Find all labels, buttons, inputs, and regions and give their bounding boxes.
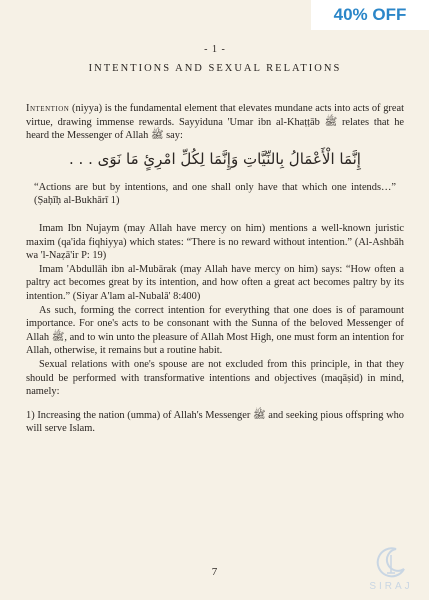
paragraph-ibn-mubarak: Imam 'Abdullāh ibn al-Mubārak (may Allah have mercy on him) says: “How often a paltry act becomes great by its intention, and how often a great act becomes paltry by its intention.” (Siyar A'lam al-Nubalā' 8:400) bbox=[26, 263, 404, 302]
discount-badge: 40% OFF bbox=[311, 0, 429, 30]
paragraph-sexual-relations: Sexual relations with one's spouse are not excluded from this principle, in that they should be performed with transformative intentions and objectives (maqāṣid) in mind, namely: bbox=[26, 358, 404, 398]
hadith-translation: “Actions are but by intentions, and one shall only have that which one intends…” (Ṣaḥīḥ al-Bukhārī 1) bbox=[34, 181, 396, 207]
book-page bbox=[26, 44, 404, 436]
page-number: 7 bbox=[211, 566, 218, 578]
siraj-watermark bbox=[363, 545, 419, 592]
paragraph-ibn-nujaym: Imam Ibn Nujaym (may Allah have mercy on him) mentions a well-known juristic maxim (qa'ida fiqhiyya) which states: “There is no reward without intention.” (Al-Ashbāh wa 'l-Naẓā'ir P: 19) bbox=[26, 222, 404, 262]
chapter-title: INTENTIONS AND SEXUAL RELATIONS bbox=[88, 63, 342, 74]
lead-word: Intention bbox=[26, 103, 70, 114]
paragraph-intention-text: (niyya) is the fundamental element that elevates mundane acts into acts of great virtue, drawing immense rewards. Sayyiduna 'Umar ibn al-Khaṭṭāb ﷺ relates that he heard the Messenger of Allah ﷺ say: bbox=[26, 103, 404, 142]
spacer bbox=[26, 208, 404, 222]
arabic-hadith: إِنَّمَا الْأَعْمَالُ بِالنِّيَّاتِ وَإِنَّمَا لِكُلِّ امْرِئٍ مَا نَوَى . . . bbox=[69, 149, 361, 168]
spacer bbox=[26, 399, 404, 409]
watermark-text: SIRAJ bbox=[369, 581, 413, 592]
list-item-first: 1) Increasing the nation (umma) of Allah's Messenger ﷺ and seeking pious offspring who will serve Islam. bbox=[26, 409, 404, 435]
crescent-logo-icon bbox=[374, 545, 408, 579]
paragraph-intention bbox=[26, 102, 404, 143]
paragraph-as-such: As such, forming the correct intention for everything that one does is of paramount importance. For one's acts to be consonant with the Sunna of the beloved Messenger of Allah ﷺ, and to win unto the pleasure of Allah Most High, one must form an intention for Allah, otherwise, it remains but a routine habit. bbox=[26, 304, 405, 357]
chapter-number: - 1 - bbox=[204, 44, 226, 55]
